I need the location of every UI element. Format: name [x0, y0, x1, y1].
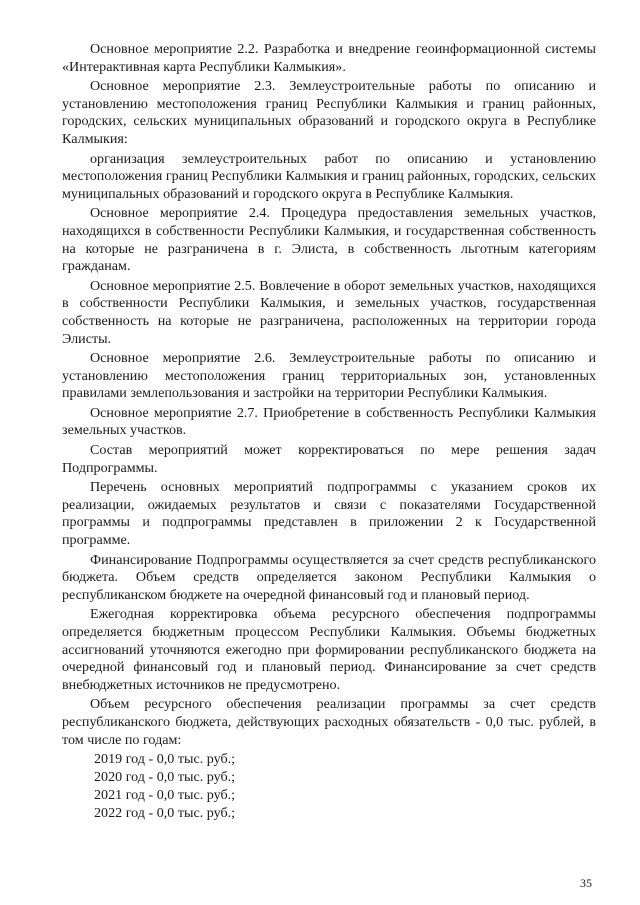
paragraph-event-2-6: Основное мероприятие 2.6. Землеустроительные работы по описанию и установлению местоположения границ территориальных зон, установленных правилами землепользования и застройки на территории Республики Калмыкия. [62, 350, 596, 402]
paragraph-resource-volume: Объем ресурсного обеспечения реализации программы за счет средств республиканского бюджета, действующих расходных обязательств - 0,0 тыс. рублей, в том числе по годам: [62, 696, 596, 748]
paragraph-event-2-5: Основное мероприятие 2.5. Вовлечение в оборот земельных участков, находящихся в собственности Республики Калмыкия, и земельных участков, государственная собственность на которые не разграничена, расположенных на территории города Элисты. [62, 277, 596, 347]
paragraph-event-2-3-detail: организация землеустроительных работ по описанию и установлению местоположения границ Республики Калмыкия и границ районных, городских, сельских муниципальных образований и городского округа в Республике Калмыкия. [62, 150, 596, 202]
page-number: 35 [580, 876, 592, 890]
paragraph-event-2-4: Основное мероприятие 2.4. Процедура предоставления земельных участков, находящихся в собственности Республики Калмыкия, и государственная собственность на которые не разграничена в г. Элиста, в собственность льготным категориям гражданам. [62, 205, 596, 275]
paragraph-annual-adjustment: Ежегодная корректировка объема ресурсного обеспечения подпрограммы определяется бюджетным процессом Республики Калмыкия. Объемы бюджетных ассигнований уточняются ежегодно при формировании республиканского бюджета на очередной финансовый год и плановый период. Финансирование за счет средств внебюджетных источников не предусмотрено. [62, 606, 596, 693]
paragraph-event-2-2: Основное мероприятие 2.2. Разработка и внедрение геоинформационной системы «Интерактивная карта Республики Калмыкия». [62, 41, 596, 75]
funding-by-year-list [62, 751, 596, 822]
paragraph-financing: Финансирование Подпрограммы осуществляется за счет средств республиканского бюджета. Объем средств определяется законом Республики Калмыкия о республиканском бюджете на очередной финансовый год и плановый период. [62, 551, 596, 603]
funding-year-item: 2022 год - 0,0 тыс. руб.; [94, 804, 236, 821]
paragraph-event-2-3: Основное мероприятие 2.3. Землеустроительные работы по описанию и установлению местоположения границ Республики Калмыкия и границ районных, городских, сельских муниципальных образований и городского округа в Республике Калмыкия: [62, 78, 596, 147]
body-text [62, 41, 596, 822]
funding-year-item: 2019 год - 0,0 тыс. руб.; [94, 751, 236, 768]
funding-year-item: 2021 год - 0,0 тыс. руб.; [94, 786, 236, 803]
funding-year-item: 2020 год - 0,0 тыс. руб.; [94, 768, 236, 785]
paragraph-composition: Состав мероприятий может корректироваться по мере решения задач Подпрограммы. [62, 442, 596, 476]
paragraph-list-of-events: Перечень основных мероприятий подпрограммы с указанием сроков их реализации, ожидаемых результатов и связи с показателями Государственной программы и подпрограммы представлен в приложении 2 к Государственной программе. [62, 479, 596, 549]
paragraph-event-2-7: Основное мероприятие 2.7. Приобретение в собственность Республики Калмыкия земельных участков. [62, 404, 596, 439]
